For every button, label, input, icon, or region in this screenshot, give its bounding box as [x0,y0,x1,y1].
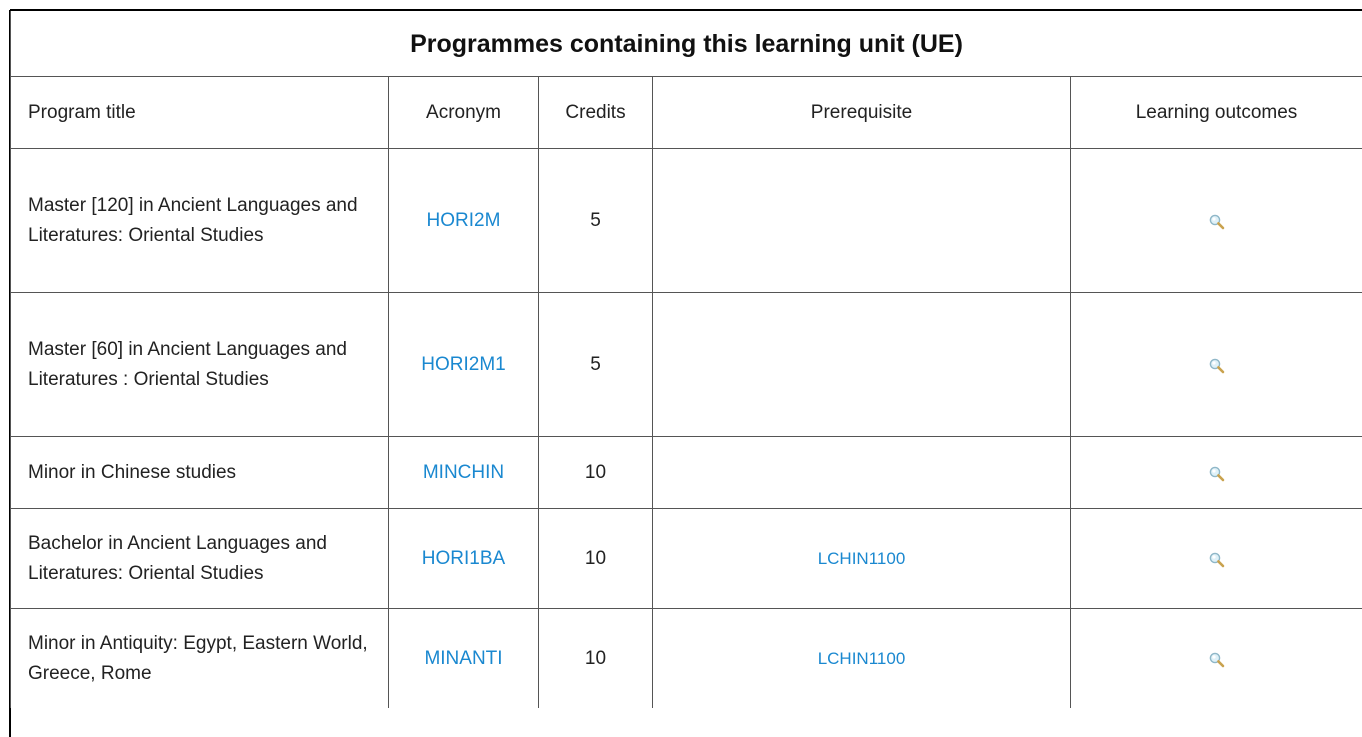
table-header-row [11,77,1362,149]
acronym-cell [389,509,539,609]
prerequisite-cell [653,149,1071,293]
acronym-cell [389,609,539,709]
credits-cell: 10 [539,609,653,709]
prerequisite-cell [653,293,1071,437]
program-title-cell: Master [60] in Ancient Languages and Literatures : Oriental Studies [11,293,389,437]
table-title: Programmes containing this learning unit (UE) [11,10,1362,77]
acronym-link[interactable]: HORI1BA [421,547,506,569]
acronym-cell [389,437,539,509]
programmes-table [10,9,1362,708]
prerequisite-link[interactable]: LCHIN1100 [817,548,906,568]
acronym-link[interactable]: MINANTI [424,647,503,669]
prerequisite-cell [653,437,1071,509]
learning-outcomes-cell [1071,437,1362,509]
header-learning-outcomes: Learning outcomes [1071,77,1362,149]
acronym-cell [389,149,539,293]
magnifier-icon[interactable] [1208,355,1226,373]
learning-outcomes-cell [1071,293,1362,437]
program-title-cell: Minor in Antiquity: Egypt, Eastern World, Greece, Rome [11,609,389,709]
header-prerequisite: Prerequisite [653,77,1071,149]
acronym-link[interactable]: MINCHIN [422,461,505,483]
prerequisite-link[interactable]: LCHIN1100 [817,648,906,668]
acronym-link[interactable]: HORI2M [426,209,501,231]
program-title-cell: Bachelor in Ancient Languages and Literatures: Oriental Studies [11,509,389,609]
prerequisite-cell [653,509,1071,609]
learning-outcomes-cell [1071,609,1362,709]
program-title-cell: Minor in Chinese studies [11,437,389,509]
table-row [11,149,1362,293]
header-credits: Credits [539,77,653,149]
magnifier-icon[interactable] [1208,463,1226,481]
credits-cell: 10 [539,437,653,509]
credits-cell: 5 [539,149,653,293]
acronym-link[interactable]: HORI2M1 [421,353,506,375]
acronym-cell [389,293,539,437]
learning-outcomes-cell [1071,509,1362,609]
credits-cell: 5 [539,293,653,437]
table-row [11,293,1362,437]
learning-outcomes-cell [1071,149,1362,293]
program-title-cell: Master [120] in Ancient Languages and Literatures: Oriental Studies [11,149,389,293]
header-acronym: Acronym [389,77,539,149]
magnifier-icon[interactable] [1208,649,1226,667]
table-row [11,437,1362,509]
table-title-row [11,10,1362,77]
credits-cell: 10 [539,509,653,609]
magnifier-icon[interactable] [1208,211,1226,229]
header-program-title: Program title [11,77,389,149]
magnifier-icon[interactable] [1208,549,1226,567]
table-row [11,509,1362,609]
prerequisite-cell [653,609,1071,709]
table-row [11,609,1362,709]
